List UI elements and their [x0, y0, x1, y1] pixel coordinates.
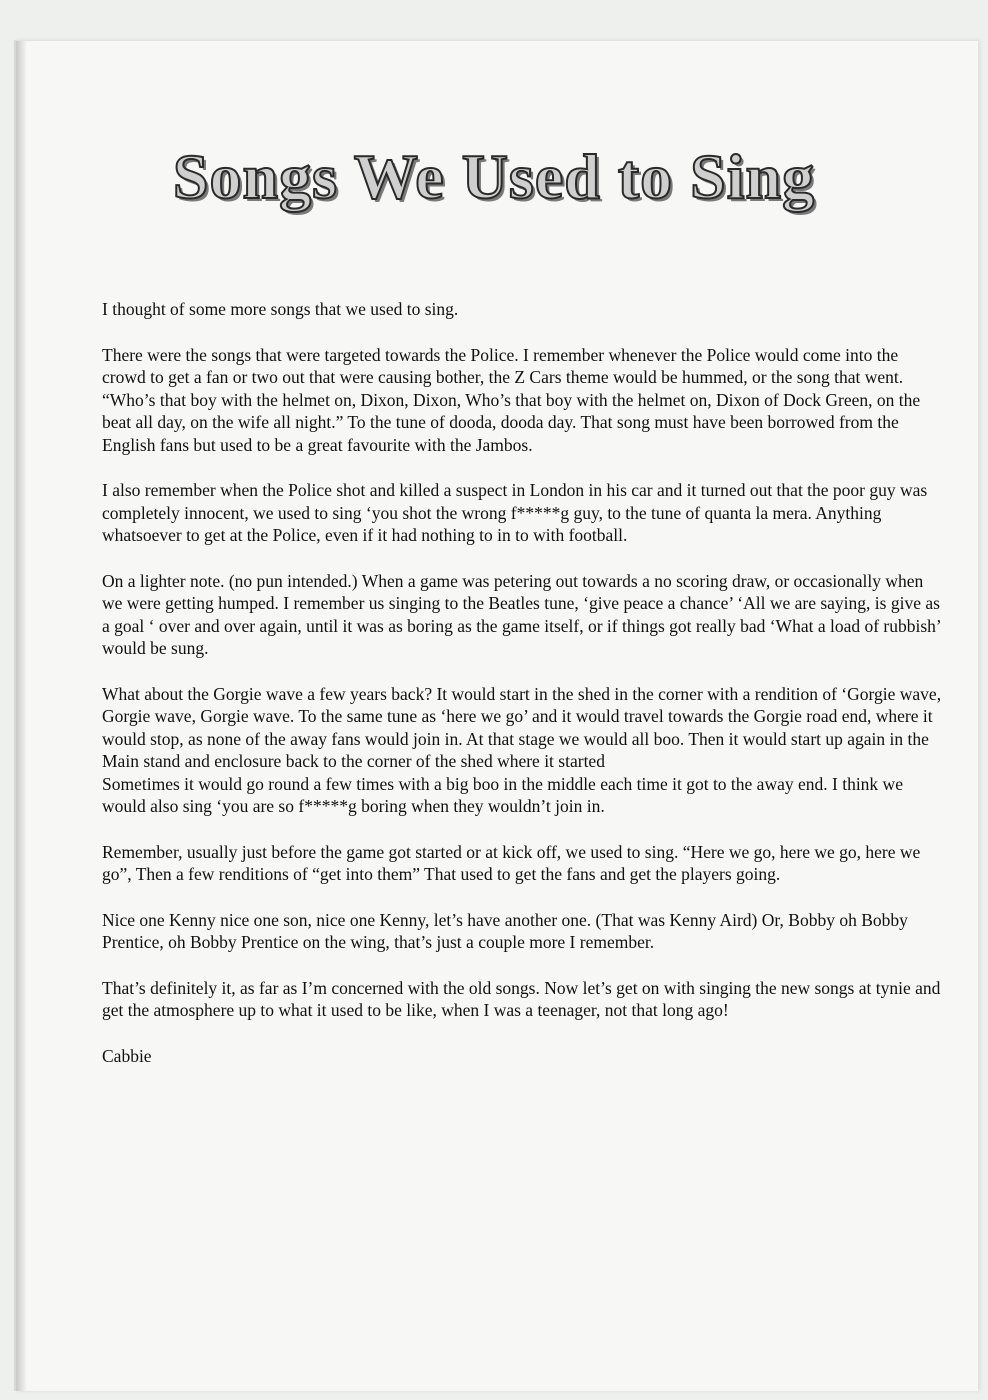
- article-body: [102, 298, 942, 1090]
- paragraph: What about the Gorgie wave a few years back? It would start in the shed in the corner with a rendition of ‘Gorgie wave, Gorgie wave, Gorgie wave. To the same tune as ‘here we go’ and it would travel towards the Gorgie road end, where it would stop, as none of the away fans would join in. At that stage we would all boo. Then it would start up again in the Main stand and enclosure back to the corner of the shed where it started: [102, 683, 942, 771]
- paragraph: I thought of some more songs that we used to sing.: [102, 299, 459, 319]
- paragraph: Remember, usually just before the game got started or at kick off, we used to sing. “Here we go, here we go, here we go”, Then a few renditions of “get into them” That used to get the fans and get the players going.: [102, 841, 921, 884]
- article-title: Songs We Used to Sing: [172, 141, 816, 212]
- paragraph: I also remember when the Police shot and killed a suspect in London in his car and it turned out that the poor guy was completely innocent, we used to sing ‘you shot the wrong f*****g guy, to the tune of quanta la mera. Anything whatsoever to get at the Police, even if it had nothing to in to with football.: [102, 480, 928, 545]
- paragraph: Sometimes it would go round a few times with a big boo in the middle each time it got to the away end. I think we would also sing ‘you are so f*****g boring when they wouldn’t join in.: [102, 773, 903, 816]
- paragraph: That’s definitely it, as far as I’m concerned with the old songs. Now let’s get on with singing the new songs at tynie and get the atmosphere up to what it used to be like, when I was a teenager, not that long ago!: [102, 977, 941, 1020]
- paragraph: Nice one Kenny nice one son, nice one Kenny, let’s have another one. (That was Kenny Aird) Or, Bobby oh Bobby Prentice, oh Bobby Prentice on the wing, that’s just a couple more I remember.: [102, 909, 908, 952]
- paragraph: On a lighter note. (no pun intended.) When a game was petering out towards a no scoring draw, or occasionally when we were getting humped. I remember us singing to the Beatles tune, ‘give peace a chance’ ‘All we are saying, is give as a goal ‘ over and over again, until it was as boring as the game itself, or if things got really bad ‘What a load of rubbish’ would be sung.: [102, 570, 941, 658]
- page-spine: [16, 41, 26, 1391]
- signature: Cabbie: [102, 1045, 152, 1066]
- paragraph: There were the songs that were targeted towards the Police. I remember whenever the Police would come into the crowd to get a fan or two out that were causing bother, the Z Cars theme would be hummed, or the song that went. “Who’s that boy with the helmet on, Dixon, Dixon, Who’s that boy with the helmet on, Dixon of Dock Green, on the beat all day, on the wife all night.” To the tune of dooda, dooda day. That song must have been borrowed from the English fans but used to be a great favourite with the Jambos.: [102, 344, 921, 455]
